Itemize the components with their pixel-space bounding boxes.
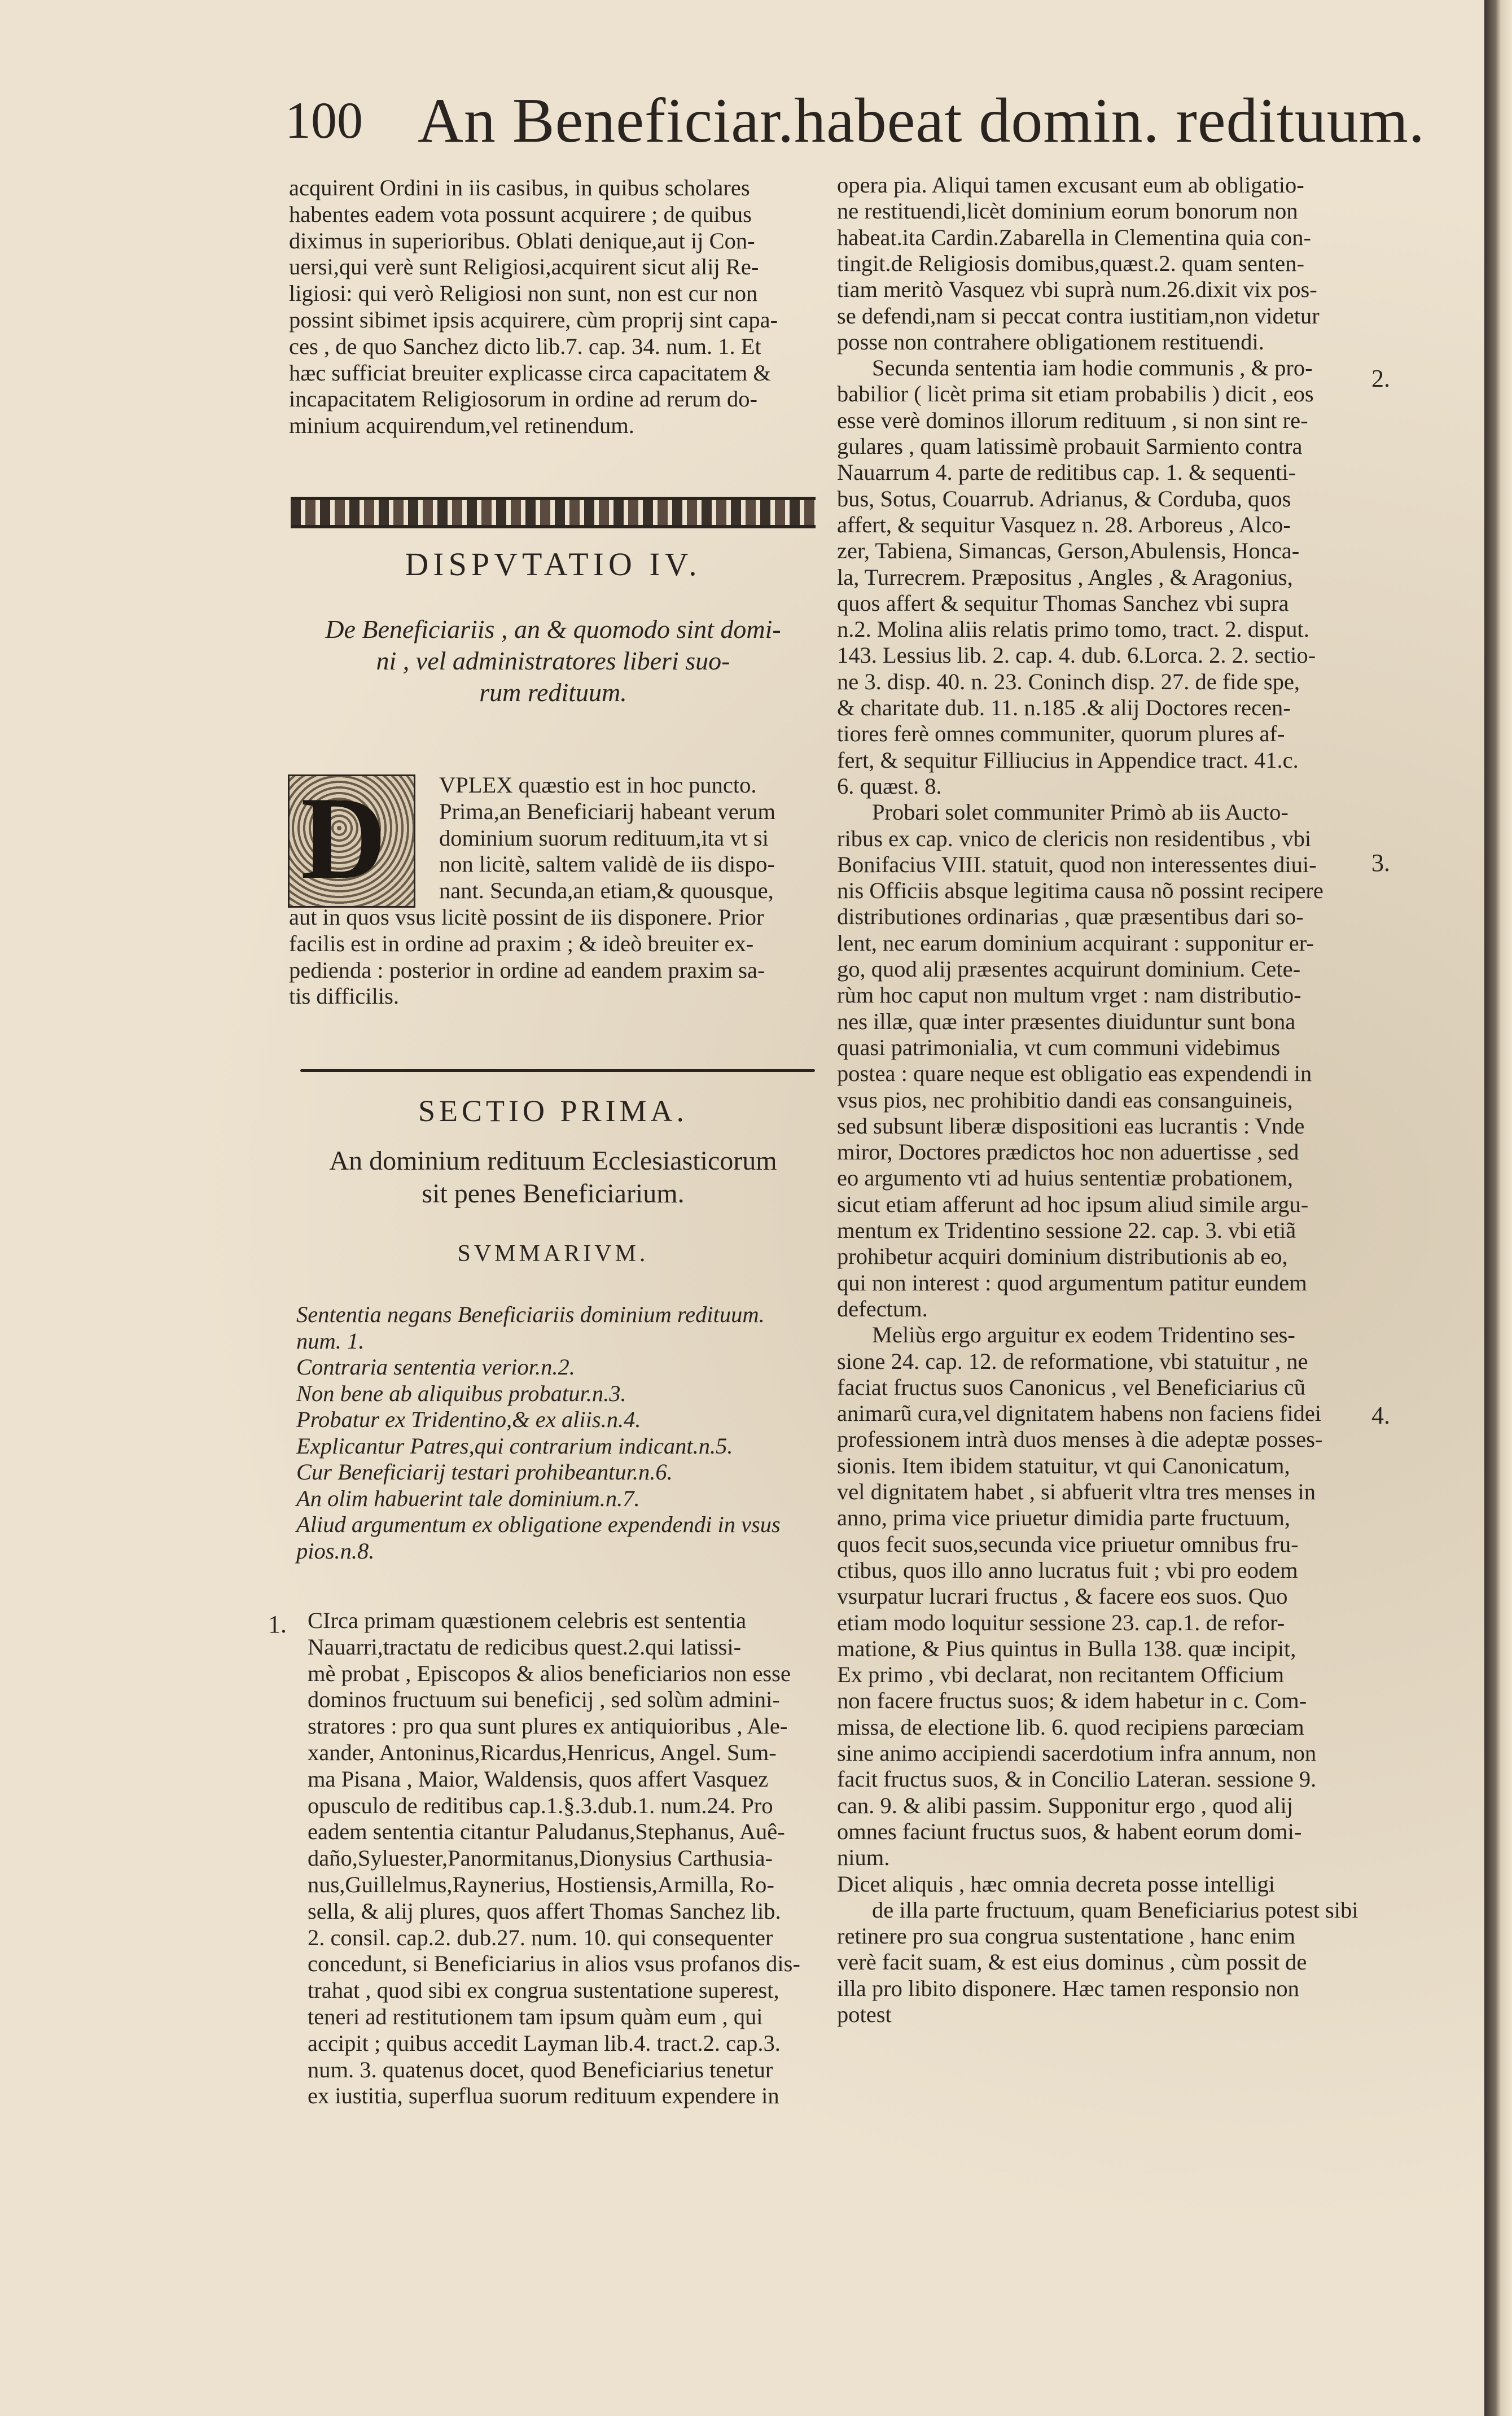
right-line: quos fecit suos,secunda vice priuetur omnibus fru- [837,1531,1299,1557]
summarium-line: pios.n.8. [296,1538,375,1564]
right-line: & charitate dub. 11. n.185 .& alij Doctores recen- [837,695,1291,720]
right-line: retinere pro sua congrua sustentatione , hanc enim [837,1923,1295,1949]
marginal-number-3: 3. [1371,849,1390,877]
right-line: etiam modo loquitur sessione 23. cap.1. de refor- [837,1609,1285,1635]
summarium-line: Explicantur Patres,qui contrarium indicant.n.5. [296,1433,733,1459]
right-line: bus, Sotus, Couarrub. Adrianus, & Corduba, quos [837,485,1291,511]
summarium-line: Probatur ex Tridentino,& ex aliis.n.4. [296,1407,641,1432]
summarium-line: Contraria sententia verior.n.2. [296,1354,575,1380]
right-line: faciat fructus suos Canonicus , vel Beneficiarius cũ [837,1374,1305,1400]
right-line: 6. quæst. 8. [837,773,942,799]
right-line: sed subsunt liberæ dispositioni eas lucrantis : Vnde [837,1113,1305,1139]
sectio-subtitle-line: An dominium redituum Ecclesiasticorum [329,1146,777,1176]
dropcap-line: VPLEX quæstio est in hoc puncto. [439,772,757,798]
summarium-line: An olim habuerint tale dominium.n.7. [296,1485,640,1511]
summarium-line: Aliud argumentum ex obligatione expendendi in vsus [296,1512,781,1537]
right-line: vsurpatur lucrari fructus , & facere eos suos. Quo [837,1583,1288,1609]
right-line: posse non contrahere obligationem restituendi. [837,329,1264,354]
body-line: eadem sententia citantur Paludanus,Stephanus, Auê- [308,1819,785,1845]
book-gutter [1484,0,1512,2416]
marginal-number-1: 1. [268,1610,287,1638]
right-line: habeat.ita Cardin.Zabarella in Clementina quia con- [837,224,1312,250]
right-line: nes illæ, quæ inter præsentes diuiduntur sunt bona [837,1008,1296,1034]
right-line: animarũ cura,vel dignitatem habens non faciens fidei [837,1400,1322,1426]
right-line: facit fructus suos, & in Concilio Lateran. sessione 9. [837,1766,1317,1792]
dropcap-continued-line: pedienda : posterior in ordine ad eandem praxim sa- [289,957,765,983]
summarium-line: num. 1. [296,1328,365,1354]
right-line: omnes faciunt fructus suos, & habent eorum domi- [837,1818,1302,1844]
disputatio-subtitle-line: rum redituum. [479,678,627,707]
section-rule [300,1069,815,1072]
intro-line: possint sibimet ipsis acquirere, cùm proprij sint capa- [289,307,778,332]
page-number: 100 [285,91,363,149]
body-line: nus,Guillelmus,Raynerius, Hostiensis,Armilla, Ro- [308,1872,774,1897]
right-line: fert, & sequitur Filliucius in Appendice tract. 41.c. [837,747,1299,773]
right-line: lent, nec earum dominium acquirant : supponitur er- [837,930,1314,956]
right-line: missa, de electione lib. 6. quod recipiens parœciam [837,1714,1304,1740]
right-line: sine animo accipiendi sacerdotium infra annum, non [837,1740,1317,1766]
right-line: n.2. Molina aliis relatis primo tomo, tract. 2. disput. [837,616,1309,642]
body-line: dominos fructuum sui beneficij , sed solùm admini- [308,1687,780,1713]
right-line: babilior ( licèt prima sit etiam probabilis ) dicit , eos [837,381,1314,407]
body-line: daño,Syluester,Panormitanus,Dionysius Carthusia- [308,1845,773,1871]
intro-line: acquirent Ordini in iis casibus, in quibus scholares [289,175,750,200]
body-line: xander, Antoninus,Ricardus,Henricus, Angel. Sum- [308,1740,777,1765]
right-line: tiores ferè omnes communiter, quorum plures af- [837,721,1285,747]
right-line: sionis. Item ibidem statuitur, vt qui Canonicatum, [837,1452,1290,1478]
body-line: sella, & alij plures, quos affert Thomas Sanchez lib. [308,1898,781,1924]
summarium-line: Non bene ab aliquibus probatur.n.3. [296,1380,626,1406]
right-line: postea : quare neque est obligatio eas expendendi in [837,1061,1312,1087]
sectio-subtitle-line: sit penes Beneficiarium. [422,1179,685,1209]
disputatio-subtitle-line: ni , vel administratores liberi suo- [376,646,730,675]
intro-line: incapacitatem Religiosorum in ordine ad rerum do- [289,386,757,412]
right-line: professionem intrà duos menses à die adeptæ posses- [837,1426,1323,1452]
right-line: Ex primo , vbi declarat, non recitantem Officium [837,1662,1285,1688]
body-line: trahat , quod sibi ex congrua sustentatione superest, [308,1977,779,2003]
right-line: eo argumento vti ad huius sententiæ probationem, [837,1165,1293,1191]
marginal-number-2: 2. [1371,365,1390,392]
right-line: defectum. [837,1295,928,1321]
intro-line: diximus in superioribus. Oblati denique,aut ij Con- [289,227,755,253]
right-line: illa pro libito disponere. Hæc tamen responsio non [837,1975,1299,2001]
right-line: Dicet aliquis , hæc omnia decreta posse intelligi [837,1871,1276,1897]
summarium-line: Cur Beneficiarij testari prohibeantur.n.6. [296,1459,673,1485]
right-line: gulares , quam latissimè probauit Sarmiento contra [837,434,1303,459]
right-line: can. 9. & alibi passim. Supponitur ergo , quod alij [837,1792,1294,1818]
body-line: accipit ; quibus accedit Layman lib.4. tract.2. cap.3. [308,2030,781,2056]
right-line: matione, & Pius quintus in Bulla 138. quæ incipit, [837,1635,1296,1661]
body-line: concedunt, si Beneficiarius in alios vsus profanos dis- [308,1951,800,1977]
right-line: zer, Tabiena, Simancas, Gerson,Abulensis, Honca- [837,538,1300,564]
dropcap-line: Prima,an Beneficiarij habeant verum [439,798,776,824]
body-line: ma Pisana , Maior, Waldensis, quos affert Vasquez [308,1766,769,1792]
right-line: vel dignitatem habet , si abfuerit vltra tres menses in [837,1479,1316,1504]
dropcap-continued-line: aut in quos vsus licitè possint de iis disponere. Prior [289,904,764,930]
intro-line: minium acquirendum,vel retinendum. [289,413,634,439]
right-line: potest [837,2002,892,2027]
dropcap-continued-line: tis difficilis. [289,983,400,1009]
intro-line: uersi,qui verè sunt Religiosi,acquirent sicut alij Re- [289,254,759,280]
dropcap-line: non licitè, saltem validè de iis dispo- [439,851,775,877]
right-line: quasi patrimonialia, vt cum communi videbimus [837,1034,1281,1060]
right-line: prohibetur acquiri dominium distributionis ab eo, [837,1244,1288,1270]
body-line: teneri ad restitutionem tam ipsum quàm eum , qui [308,2004,763,2029]
right-line: esse verè dominos illorum redituum , si non sint re- [837,407,1308,433]
right-line: affert, & sequitur Vasquez n. 28. Arboreus , Alco- [837,511,1291,537]
body-line: mè probat , Episcopos & alios beneficiarios non esse [308,1660,791,1686]
drop-cap-letter: D [301,773,387,904]
intro-line: ligiosi: qui verò Religiosi non sunt, non est cur non [289,281,758,307]
ornament-band [291,497,816,528]
marginal-number-4: 4. [1371,1402,1390,1429]
right-line: nium. [837,1845,890,1871]
right-line: opera pia. Aliqui tamen excusant eum ab obligatio- [837,172,1304,198]
right-line: Secunda sententia iam hodie communis , & pro- [872,355,1313,381]
dropcap-line: dominium suorum redituum,ita vt si [439,825,769,851]
disputatio-subtitle-line: De Beneficiariis , an & quomodo sint domi- [325,615,781,644]
right-line: ne 3. disp. 40. n. 23. Coninch disp. 27. de fide spe, [837,668,1300,694]
right-line: Bonifacius VIII. statuit, quod non interessentes diui- [837,851,1317,877]
body-line: Nauarri,tractatu de redicibus quest.2.qui latissi- [308,1634,742,1660]
body-line: 2. consil. cap.2. dub.27. num. 10. qui consequenter [308,1924,773,1950]
right-line: 143. Lessius lib. 2. cap. 4. dub. 6.Lorca. 2. 2. sectio- [837,642,1316,668]
right-line: distributiones ordinarias , quæ præsentibus dari so- [837,904,1304,930]
dropcap-line: nant. Secunda,an etiam,& quousque, [439,878,774,904]
summarium-heading: SVMMARIVM. [457,1241,649,1267]
right-line: Probari solet communiter Primò ab iis Aucto- [872,799,1289,825]
drop-cap-ornament [288,774,415,908]
body-line: num. 3. quatenus docet, quod Beneficiarius tenetur [308,2056,773,2082]
right-line: Nauarrum 4. parte de reditibus cap. 1. & sequenti- [837,459,1296,485]
intro-line: ces , de quo Sanchez dicto lib.7. cap. 34. num. 1. Et [289,333,761,359]
disputatio-heading: DISPVTATIO IV. [405,546,702,583]
right-line: miror, Doctores prædictos hoc non aduertisse , sed [837,1139,1299,1165]
right-line: nis Officiis absque legitima causa nõ possint recipere [837,878,1323,904]
sectio-heading: SECTIO PRIMA. [418,1094,689,1128]
right-line: ctibus, quos illo anno lucratus fuit ; vbi pro eodem [837,1557,1298,1583]
body-line: ex iustitia, superflua suorum redituum expendere in [308,2083,779,2109]
summarium-line: Sententia negans Beneficiariis dominium redituum. [296,1302,765,1327]
right-line: de illa parte fructuum, quam Beneficiarius potest sibi [872,1897,1358,1923]
body-line: stratores : pro qua sunt plures ex antiquioribus , Ale- [308,1713,788,1739]
right-line: sicut etiam afferunt ad hoc ipsum aliud simile argu- [837,1191,1309,1217]
right-line: verè facit suam, & est eius dominus , cùm possit de [837,1949,1307,1975]
right-line: tingit.de Religiosis domibus,quæst.2. quam senten- [837,250,1304,276]
running-head [285,85,1425,158]
running-title: An Beneficiar.habeat domin. redituum. [418,86,1425,156]
body-line: CIrca primam quæstionem celebris est sententia [308,1608,747,1633]
body-line: opusculo de reditibus cap.1.§.3.dub.1. num.24. Pro [308,1792,773,1818]
right-line: Meliùs ergo arguitur ex eodem Tridentino ses- [872,1322,1295,1348]
right-line: mentum ex Tridentino sessione 22. cap. 3. vbi etiã [837,1218,1296,1243]
intro-line: hæc sufficiat breuiter explicasse circa capacitatem & [289,360,771,386]
right-line: anno, prima vice priuetur dimidia parte fructuum, [837,1505,1290,1531]
dropcap-continued-line: facilis est in ordine ad praxim ; & ideò breuiter ex- [289,930,754,956]
right-line: ribus ex cap. vnico de clericis non residentibus , vbi [837,825,1312,851]
intro-line: habentes eadem vota possunt acquirere ; de quibus [289,201,752,227]
right-line: ne restituendi,licèt dominium eorum bonorum non [837,198,1298,224]
right-line: vsus pios, nec prohibitio dandi eas consanguineis, [837,1087,1293,1113]
right-line: rùm hoc caput non multum vrget : nam distributio- [837,982,1301,1008]
right-line: tiam meritò Vasquez vbi suprà num.26.dixit vix pos- [837,277,1317,303]
right-line: go, quod alij præsentes acquirunt dominium. Cete- [837,956,1301,982]
right-line: qui non interest : quod argumentum patitur eundem [837,1270,1307,1295]
right-line: quos affert & sequitur Thomas Sanchez vbi supra [837,590,1289,616]
right-line: non facere fructus suos; & idem habetur in c. Com- [837,1688,1307,1714]
right-line: se defendi,nam si peccat contra iustitiam,non videtur [837,303,1320,329]
right-line: sione 24. cap. 12. de reformatione, vbi statuitur , ne [837,1348,1308,1374]
right-line: la, Turrecrem. Præpositus , Angles , & Aragonius, [837,564,1293,590]
